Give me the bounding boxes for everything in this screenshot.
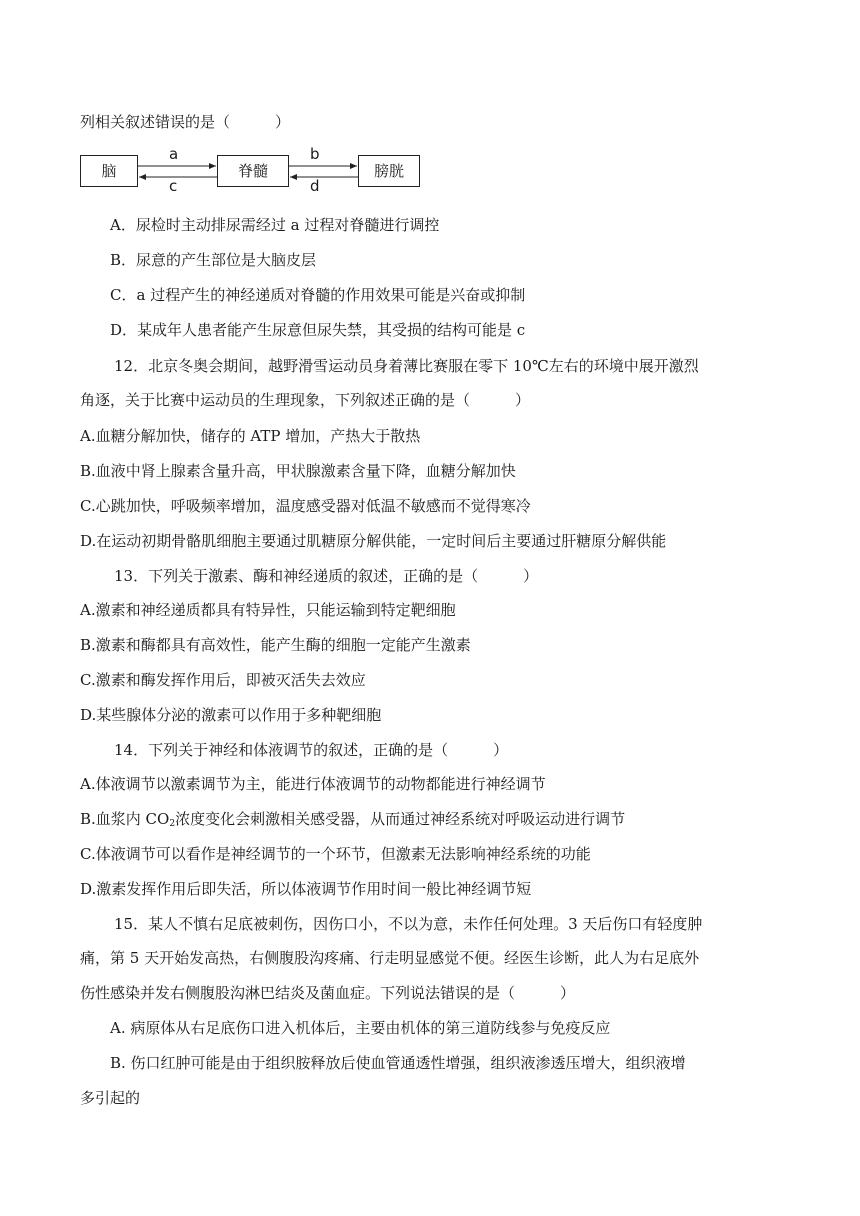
- q11-stem-tail: 列相关叙述错误的是（ ）: [80, 113, 291, 131]
- q15-option-b-line1: B. 伤口红肿可能是由于组织胺释放后使血管通透性增强，组织液渗透压增大，组织液增: [110, 1054, 686, 1072]
- q15-stem-line2: 痛，第 5 天开始发高热，右侧腹股沟疼痛、行走明显感觉不便。经医生诊断，此人为右足底外: [80, 949, 700, 967]
- q11-option-c: C．a 过程产生的神经递质对脊髓的作用效果可能是兴奋或抑制: [110, 286, 526, 304]
- q14-option-b-post: 浓度变化会刺激相关感受器，从而通过神经系统对呼吸运动进行调节: [175, 810, 626, 828]
- brain-box: 脑: [80, 155, 138, 187]
- label-d: d: [310, 177, 320, 195]
- label-b: b: [310, 145, 320, 163]
- q12-option-d: D.在运动初期骨骼肌细胞主要通过肌糖原分解供能，一定时间后主要通过肝糖原分解供能: [80, 532, 667, 550]
- q13-option-d: D.某些腺体分泌的激素可以作用于多种靶细胞: [80, 706, 382, 724]
- bladder-box: 膀胱: [358, 155, 420, 187]
- q12-option-a: A.血糖分解加快，储存的 ATP 增加，产热大于散热: [80, 427, 421, 445]
- q11-option-d: D．某成年人患者能产生尿意但尿失禁，其受损的结构可能是 c: [110, 321, 526, 339]
- q15-option-b-line2: 多引起的: [80, 1089, 141, 1107]
- q14-option-a: A.体液调节以激素调节为主，能进行体液调节的动物都能进行神经调节: [80, 775, 546, 793]
- q12-option-b: B.血液中肾上腺素含量升高，甲状腺激素含量下降，血糖分解加快: [80, 462, 516, 480]
- q13-stem: 13．下列关于激素、酶和神经递质的叙述，正确的是（ ）: [114, 567, 539, 585]
- q12-stem-line1: 12．北京冬奥会期间，越野滑雪运动员身着薄比赛服在零下 10℃左右的环境中展开激烈: [114, 357, 699, 375]
- q12-option-c: C.心跳加快，呼吸频率增加，温度感受器对低温不敏感而不觉得寒冷: [80, 497, 531, 515]
- label-a: a: [169, 145, 179, 163]
- q14-option-b-pre: B.血浆内 CO: [80, 810, 170, 828]
- q14-stem: 14．下列关于神经和体液调节的叙述，正确的是（ ）: [114, 741, 509, 759]
- q15-option-a: A. 病原体从右足底伤口进入机体后，主要由机体的第三道防线参与免疫反应: [110, 1019, 611, 1037]
- reflex-diagram: [80, 147, 420, 193]
- diagram-arrows: [80, 147, 420, 193]
- q14-option-b: [80, 809, 625, 834]
- q14-option-d: D.激素发挥作用后即失活，所以体液调节作用时间一般比神经调节短: [80, 880, 532, 898]
- q13-option-a: A.激素和神经递质都具有特异性，只能运输到特定靶细胞: [80, 601, 456, 619]
- q14-option-b-subscript: 2: [169, 819, 176, 829]
- spinal-cord-box: 脊髓: [217, 155, 289, 187]
- label-c: c: [169, 177, 178, 195]
- q15-stem-line1: 15．某人不慎右足底被刺伤，因伤口小，不以为意，未作任何处理。3 天后伤口有轻度肿: [114, 915, 703, 933]
- q11-option-b: B．尿意的产生部位是大脑皮层: [110, 251, 317, 269]
- q14-option-c: C.体液调节可以看作是神经调节的一个环节，但激素无法影响神经系统的功能: [80, 845, 591, 863]
- q15-stem-line3: 伤性感染并发右侧腹股沟淋巴结炎及菌血症。下列说法错误的是（ ）: [80, 984, 576, 1002]
- q12-stem-line2: 角逐，关于比赛中运动员的生理现象，下列叙述正确的是（ ）: [80, 391, 531, 409]
- q13-option-c: C.激素和酶发挥作用后，即被灭活失去效应: [80, 671, 366, 689]
- q11-option-a: A．尿检时主动排尿需经过 a 过程对脊髓进行调控: [110, 216, 440, 234]
- q13-option-b: B.激素和酶都具有高效性，能产生酶的细胞一定能产生激素: [80, 636, 471, 654]
